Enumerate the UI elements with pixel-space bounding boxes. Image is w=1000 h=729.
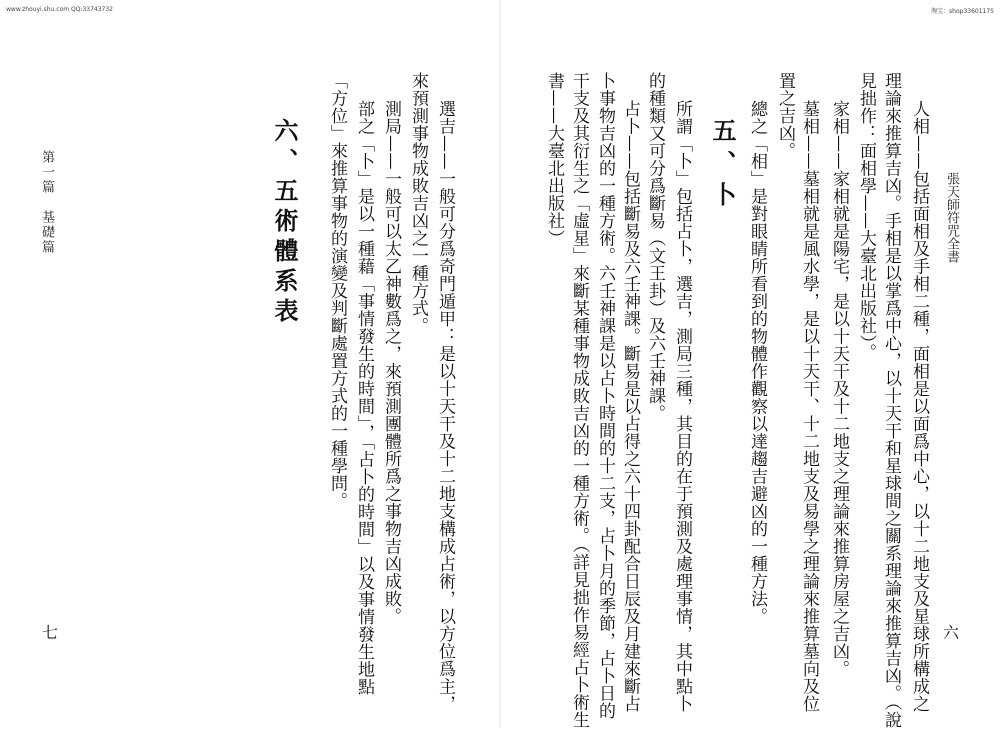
text-column: 的種類又可分爲斷易（文王卦）及六壬神課。 xyxy=(645,72,665,422)
text-column: 占卜——包括斷易及六壬神課。斷易是以占得之六十四卦配合日辰及月建來斷占 xyxy=(620,100,640,713)
text-column: 書——大臺北出版社） xyxy=(544,72,564,247)
section-footer: 第一篇 基礎篇 xyxy=(39,150,54,255)
book-spine xyxy=(499,0,501,728)
text-column: 干支及其衍生之「虛星」來斷某種事物成敗吉凶的一種方術。（詳見拙作易經占卜術生 xyxy=(569,72,589,729)
page-number-left: 七 xyxy=(42,623,59,642)
text-column: 測局——一般可以太乙神數爲之，來預測團體所爲之事物吉凶成敗。 xyxy=(381,100,401,625)
scan-header-left: www.zhouyi.shu.com QQ:33743732 xyxy=(6,6,113,13)
text-column: 部之「卜」是以一種藉「事情發生的時間」，「占卜的時間」以及事情發生地點 xyxy=(354,100,374,696)
text-column: 人相——包括面相及手相二種，面相是以面爲中心，以十二地支及星球所構成之 xyxy=(909,100,929,713)
text-column: 卜事物吉凶的一種方術。六壬神課是以占卜時間的十二支，占卜月的季節，占卜日的 xyxy=(595,72,615,720)
scan-header-right: 淘宝：shop33601175 xyxy=(931,8,994,15)
text-column: 來預測事物成敗吉凶之一種方式。 xyxy=(408,72,428,335)
book-title: 張天師符咒全書 xyxy=(944,172,959,263)
text-column: 選吉——一般可分爲奇門遁甲：是以十天干及十二地支構成占術，以方位爲主， xyxy=(435,100,455,713)
text-column: 總之「相」是對眼睛所看到的物體作觀察以達趨吉避凶的一種方法。 xyxy=(747,100,767,625)
section-heading: 五、卜 xyxy=(708,118,737,214)
section-heading: 六、五術體系表 xyxy=(270,118,299,328)
text-column: 墓相——墓相就是風水學，是以十天干、十二地支及易學之理論來推算墓向及位 xyxy=(799,100,819,713)
text-column: 家相——家相就是陽宅，是以十天干及十二地支之理論來推算房屋之吉凶。 xyxy=(829,100,849,678)
page-number-right: 六 xyxy=(943,623,960,642)
text-column: 所謂「卜」包括占卜，選吉，測局三種，其目的在于預測及處理事情，其中點卜 xyxy=(672,100,692,713)
text-column: 「方位」來推算事物的演變及判斷處置方式的一種學問。 xyxy=(327,72,347,510)
text-column: 見拙作：面相學——大臺北出版社）。 xyxy=(856,72,876,361)
text-column: 理論來推算吉凶。手相是以掌爲中心，以十天干和星球間之關系理論來推算吉凶。（說 xyxy=(881,72,901,729)
text-column: 置之吉凶。 xyxy=(775,72,795,160)
